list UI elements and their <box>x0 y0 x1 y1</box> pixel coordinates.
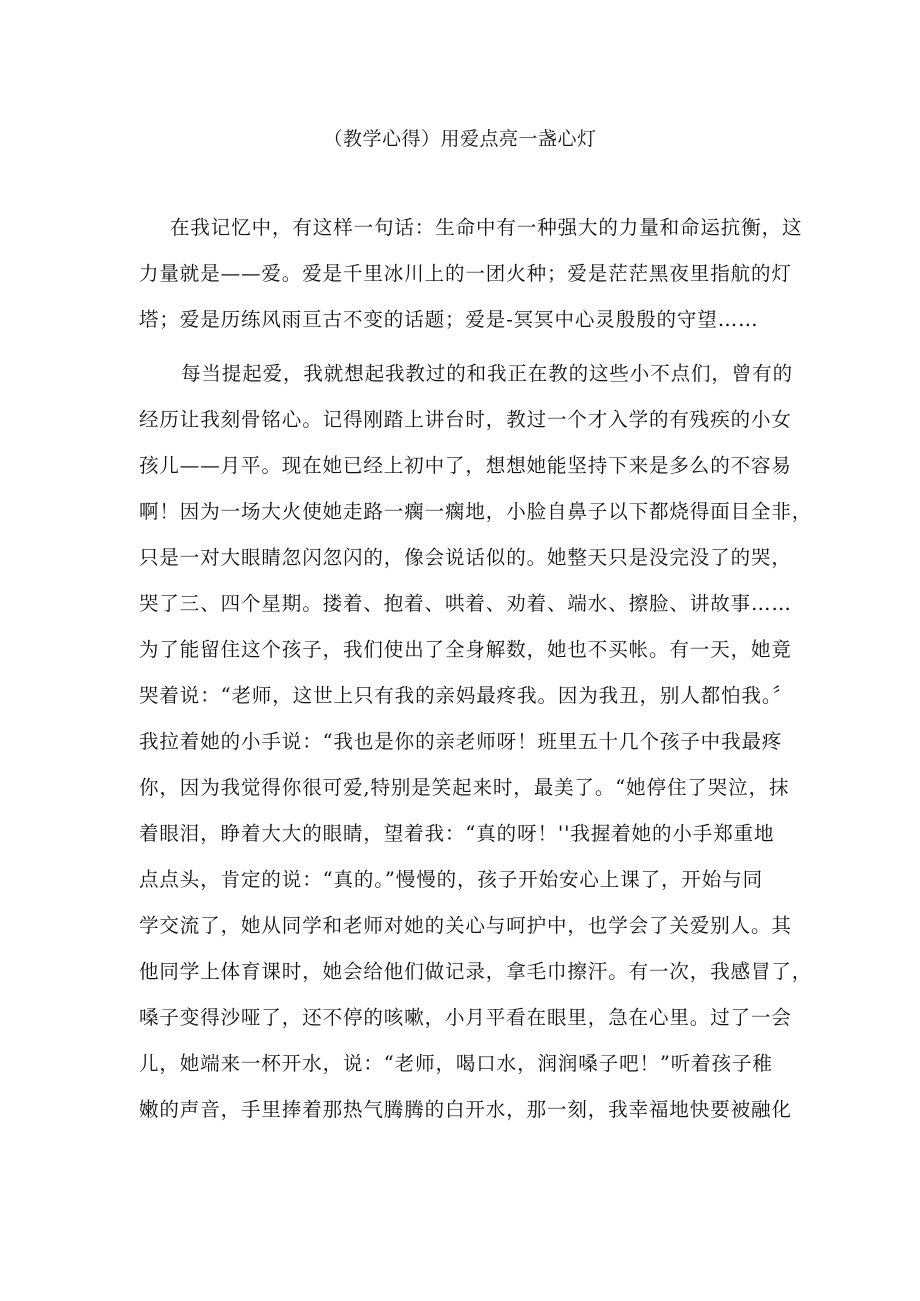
paragraph-2-line: 经历让我刻骨铭心。记得刚踏上讲台时，教过一个才入学的有残疾的小女 <box>139 408 792 431</box>
paragraph-2-line: 我拉着她的小手说：“我也是你的亲老师呀！班里五十几个孩子中我最疼 <box>139 730 783 753</box>
paragraph-2-line: 啊！因为一场大火使她走路一瘸一瘸地，小脸自鼻子以下都烧得面目全非， <box>139 500 813 523</box>
paragraph-1-line: 在我记忆中，有这样一句话：生命中有一种强大的力量和命运抗衡，这 <box>170 216 803 239</box>
paragraph-2-line: 儿，她端来一杯开水，说：“老师，喝口水，润润嗓子吧！”听着孩子稚 <box>139 1052 773 1075</box>
paragraph-2-line: 他同学上体育课时，她会给他们做记录，拿毛巾擦汗。有一次，我感冒了， <box>139 960 813 983</box>
paragraph-2-line: 嗓子变得沙哑了，还不停的咳嗽，小月平看在眼里，急在心里。过了一会 <box>139 1006 792 1029</box>
paragraph-1-line: 塔；爱是历练风雨亘古不变的话题；爱是-冥冥中心灵殷殷的守望…… <box>139 308 759 331</box>
paragraph-2-line: 哭着说：“老师，这世上只有我的亲妈最疼我。因为我丑，别人都怕我。〞 <box>139 684 793 707</box>
document-title: （教学心得）用爱点亮一盏心灯 <box>323 128 597 150</box>
paragraph-2-line: 为了能留住这个孩子，我们使出了全身解数，她也不买帐。有一天，她竟 <box>139 638 792 661</box>
paragraph-2-line: 只是一对大眼睛忽闪忽闪的，像会说话似的。她整天只是没完没了的哭， <box>139 546 792 569</box>
paragraph-2-line: 哭了三、四个星期。搂着、抱着、哄着、劝着、端水、擦脸、讲故事…… <box>139 592 792 615</box>
paragraph-2-line: 你，因为我觉得你很可爱,特别是笑起来时，最美了。“她停住了哭泣，抹 <box>139 776 790 799</box>
paragraph-2-line: 着眼泪，睁着大大的眼睛，望着我：“真的呀！''我握着她的小手郑重地 <box>139 822 775 845</box>
paragraph-1-line: 力量就是——爱。爱是千里冰川上的一团火种；爱是茫茫黑夜里指航的灯 <box>139 262 792 285</box>
paragraph-2-line: 点点头，肯定的说：“真的。”慢慢的，孩子开始安心上课了，开始与同 <box>139 868 763 891</box>
paragraph-2-line: 孩儿——月平。现在她已经上初中了，想想她能坚持下来是多么的不容易 <box>139 454 792 477</box>
paragraph-2-line: 学交流了，她从同学和老师对她的关心与呵护中，也学会了关爱别人。其 <box>139 914 792 937</box>
paragraph-2-line: 每当提起爱，我就想起我教过的和我正在教的这些小不点们，曾有的 <box>181 362 794 385</box>
paragraph-2-line: 嫩的声音，手里捧着那热气腾腾的白开水，那一刻，我幸福地快要被融化 <box>139 1098 792 1121</box>
